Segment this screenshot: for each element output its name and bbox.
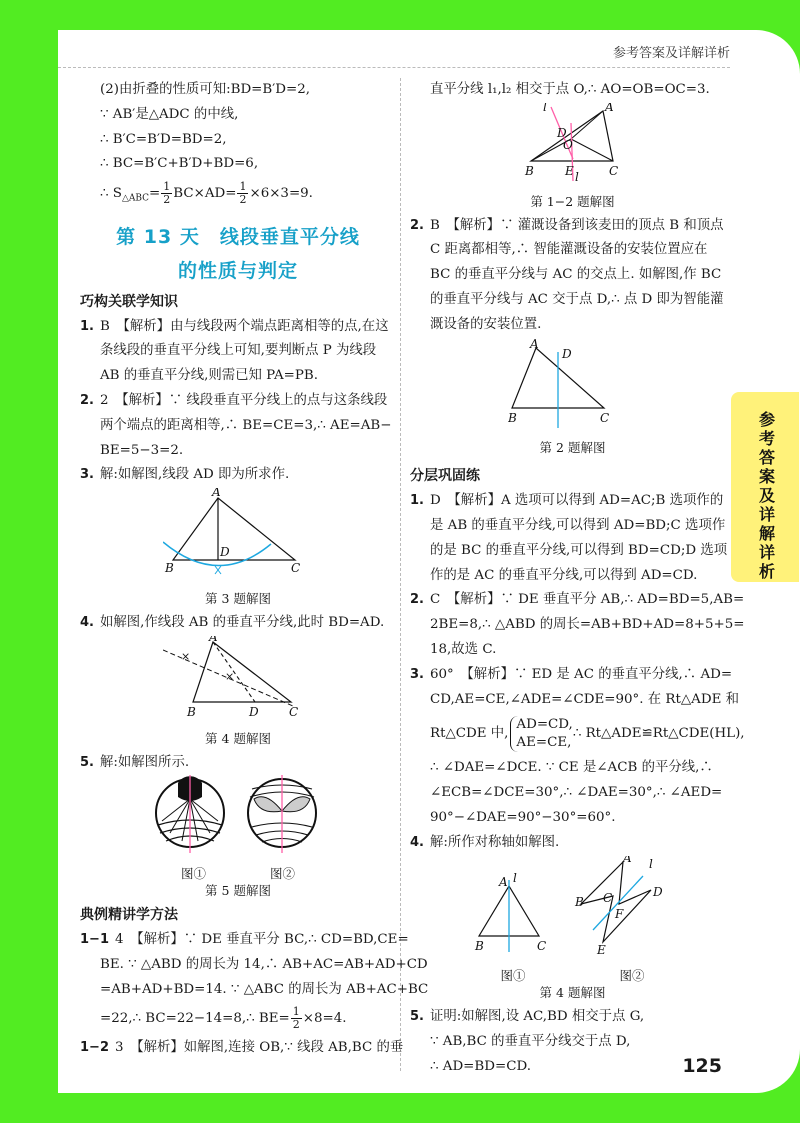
brace-system: AD=CD, AE=CE, [510, 716, 572, 752]
text: ×6×3=9. [249, 186, 313, 202]
text-line: 作的是 AC 的垂直平分线,可以得到 AD=CD. [430, 567, 698, 583]
column-divider [400, 78, 401, 1071]
figure-caption: 第 3 题解图 [205, 591, 271, 607]
text: = [149, 186, 161, 202]
svg-text:B: B [187, 704, 196, 719]
triangle-diagram [163, 636, 313, 720]
right-column [410, 78, 745, 1080]
svg-text:C: C [599, 410, 609, 425]
figure-q5 [80, 775, 396, 865]
svg-text:B: B [474, 938, 484, 953]
text-line: ∵ AB′是△ADC 的中线, [100, 106, 239, 122]
text-line: 的是 BC 的垂直平分线,可以得到 BD=CD;D 选项 [430, 542, 728, 558]
text-line: BE. ∵ △ABD 的周长为 14,∴ AB+AC=AB+AD+CD [100, 956, 428, 972]
section-title: 第 13 天 线段垂直平分线 [116, 225, 360, 248]
running-header: 参考答案及详解详析 [612, 46, 730, 61]
svg-text:F: F [614, 906, 623, 921]
figure-caption: 第 2 题解图 [539, 440, 606, 456]
answer-line: 1. D 【解析】A 选项可以得到 AD=AC;B 选项作的 [410, 493, 724, 509]
text-line: AB 的垂直平分线,则需已知 PA=PB. [100, 368, 318, 384]
svg-text:l: l [574, 169, 579, 183]
figure-caption: 第 1−2 题解图 [530, 193, 615, 209]
svg-text:E: E [564, 163, 574, 178]
figure-caption: 第 4 题解图 [205, 730, 271, 746]
symmetric-pattern-diagram [148, 775, 328, 855]
side-tab [731, 392, 799, 582]
text-line: ∠ECB=∠DCE=30°,∴ ∠DAE=30°,∴ ∠AED= [430, 785, 723, 801]
answer-line: 3. 60° 【解析】∵ ED 是 AC 的垂直平分线,∴ AD= [410, 666, 733, 682]
svg-text:A: A [498, 874, 508, 889]
fraction: $\frac{1}{2}$ [239, 180, 247, 207]
triangle-diagram [163, 488, 313, 580]
text-line: Rt△CDE 中, AD=CD, AE=CE, ∴ Rt△ADE≌Rt△CDE(HL), [430, 716, 745, 750]
text-line: =22,∴ BC=22−14=8,∴ BE= $\frac{1}{2}$ ×8=4. [100, 1005, 347, 1032]
answer-line: 2. 2 【解析】∵ 线段垂直平分线上的点与这条线段 [80, 393, 388, 409]
svg-text:B: B [574, 894, 584, 909]
side-tab-label: 参考答案及详解详析 [758, 410, 775, 581]
svg-text:C: C [602, 890, 612, 905]
svg-text:O: O [562, 137, 573, 152]
fraction: $\frac{1}{2}$ [292, 1005, 300, 1032]
text-line: ∴ BC=B′C+B′D+BD=6, [100, 156, 259, 172]
left-column [80, 78, 429, 1061]
page-sheet [58, 30, 800, 1093]
svg-text:C: C [289, 704, 299, 719]
answer-line: 2. B 【解析】∵ 灌溉设备到该麦田的顶点 B 和顶点 [410, 217, 724, 233]
axis-of-symmetry-diagram [473, 856, 673, 958]
svg-text:E: E [596, 942, 606, 957]
svg-text:A: A [529, 337, 539, 351]
header-rule [58, 67, 730, 68]
answer-line: 4. 如解图,作线段 AB 的垂直平分线,此时 BD=AD. [80, 615, 385, 631]
fraction: $\frac{1}{2}$ [163, 180, 171, 207]
figure-labels: 图① 图② [500, 968, 645, 984]
text-line: ∴ B′C=B′D=BD=2, [100, 131, 227, 147]
text-line: =AB+AD+BD=14. ∵ △ABC 的周长为 AB+AC+BC [100, 981, 429, 997]
subsection-heading: 分层巩固练 [410, 468, 480, 485]
answer-line: 1−2 3 【解析】如解图,连接 OB,∵ 线段 AB,BC 的垂 [80, 1040, 404, 1056]
text-line: ∴ ∠DAE=∠DCE. ∵ CE 是∠ACB 的平分线,∴ [430, 760, 713, 776]
answer-line: 5. 证明:如解图,设 AC,BD 相交于点 G, [410, 1009, 645, 1025]
svg-text:D: D [652, 884, 663, 899]
svg-text:A: A [622, 855, 632, 865]
text-line: BC 的垂直平分线与 AC 的交点上. 如解图,作 BC [430, 267, 722, 283]
subsection-heading: 典例精讲学方法 [80, 907, 178, 924]
figure-caption: 第 5 题解图 [205, 883, 271, 899]
svg-text:B: B [524, 163, 534, 178]
text-line: 溉设备的安装位置. [430, 316, 542, 332]
svg-text:C: C [536, 938, 546, 953]
answer-line: 1. B 【解析】由与线段两个端点距离相等的点,在这 [80, 318, 389, 334]
text-line: C 距离都相等,∴ 智能灌溉设备的安装位置应在 [430, 242, 708, 258]
text: ∴ S [100, 186, 122, 202]
svg-text:D: D [556, 125, 567, 140]
svg-text:A: A [209, 635, 218, 644]
triangle-diagram [508, 338, 638, 430]
figure-q4 [80, 636, 396, 730]
answer-line: 1−1 4 【解析】∵ DE 垂直平分 BC,∴ CD=BD,CE= [80, 932, 409, 948]
text-line: CD,AE=CE,∠ADE=∠CDE=90°. 在 Rt△ADE 和 [430, 691, 740, 707]
text-line: 条线段的垂直平分线上可知,要判断点 P 为线段 [100, 343, 377, 359]
triangle-diagram [513, 103, 633, 183]
figure-labels: 图① 图② [180, 866, 295, 882]
text-line: ∴ AD=BD=CD. [430, 1058, 531, 1074]
svg-text:C: C [291, 561, 301, 576]
text: BC×AD= [173, 186, 237, 202]
answer-line: 5. 解:如解图所示. [80, 754, 190, 770]
svg-text:l: l [542, 102, 547, 114]
figure-q3 [80, 488, 396, 590]
svg-text:l: l [648, 856, 653, 871]
text-line: 90°−∠DAE=90°−30°=60°. [430, 809, 616, 825]
section-title-2: 的性质与判定 [177, 259, 298, 282]
text-line: ∵ AB,BC 的垂直平分线交于点 D, [430, 1034, 631, 1050]
svg-text:C: C [608, 163, 618, 178]
svg-text:×: × [225, 669, 235, 683]
svg-text:×: × [181, 649, 191, 663]
figure-q1-2 [410, 103, 735, 193]
subsection-heading: 巧构关联学知识 [80, 293, 178, 310]
svg-text:A: A [604, 102, 614, 114]
text-line: 两个端点的距离相等,∴ BE=CE=3,∴ AE=AB− [100, 417, 392, 433]
subscript: △ABC [121, 193, 150, 204]
figure-q4-right [410, 856, 735, 968]
text-line: BE=5−3=2. [100, 442, 184, 458]
svg-text:D: D [220, 545, 230, 560]
svg-text:D: D [249, 704, 259, 719]
answer-line: 2. C 【解析】∵ DE 垂直平分 AB,∴ AD=BD=5,AB= [410, 592, 745, 608]
figure-caption: 第 4 题解图 [539, 985, 606, 1001]
text-line: 是 AB 的垂直平分线,可以得到 AD=BD;C 选项作 [430, 517, 726, 533]
svg-text:D: D [561, 346, 572, 361]
text-line: (2)由折叠的性质可知:BD=B′D=2, [100, 82, 311, 97]
svg-text:B: B [507, 410, 517, 425]
svg-text:l: l [512, 870, 517, 885]
text-line: 的垂直平分线与 AC 交于点 D,∴ 点 D 即为智能灌 [430, 291, 724, 307]
answer-line: 3. 解:如解图,线段 AD 即为所求作. [80, 467, 290, 483]
text-line: 2BE=8,∴ △ABD 的周长=AB+BD+AD=8+5+5= [430, 617, 745, 633]
svg-text:B: B [165, 561, 174, 576]
text-line: 直平分线 l₁,l₂ 相交于点 O,∴ AO=OB=OC=3. [430, 82, 710, 97]
page-number: 125 [682, 1055, 722, 1077]
answer-line: 4. 解:所作对称轴如解图. [410, 834, 560, 850]
text-line: 18,故选 C. [430, 641, 497, 657]
svg-text:A: A [212, 488, 221, 500]
figure-q2 [410, 338, 735, 440]
area-formula [80, 177, 396, 216]
